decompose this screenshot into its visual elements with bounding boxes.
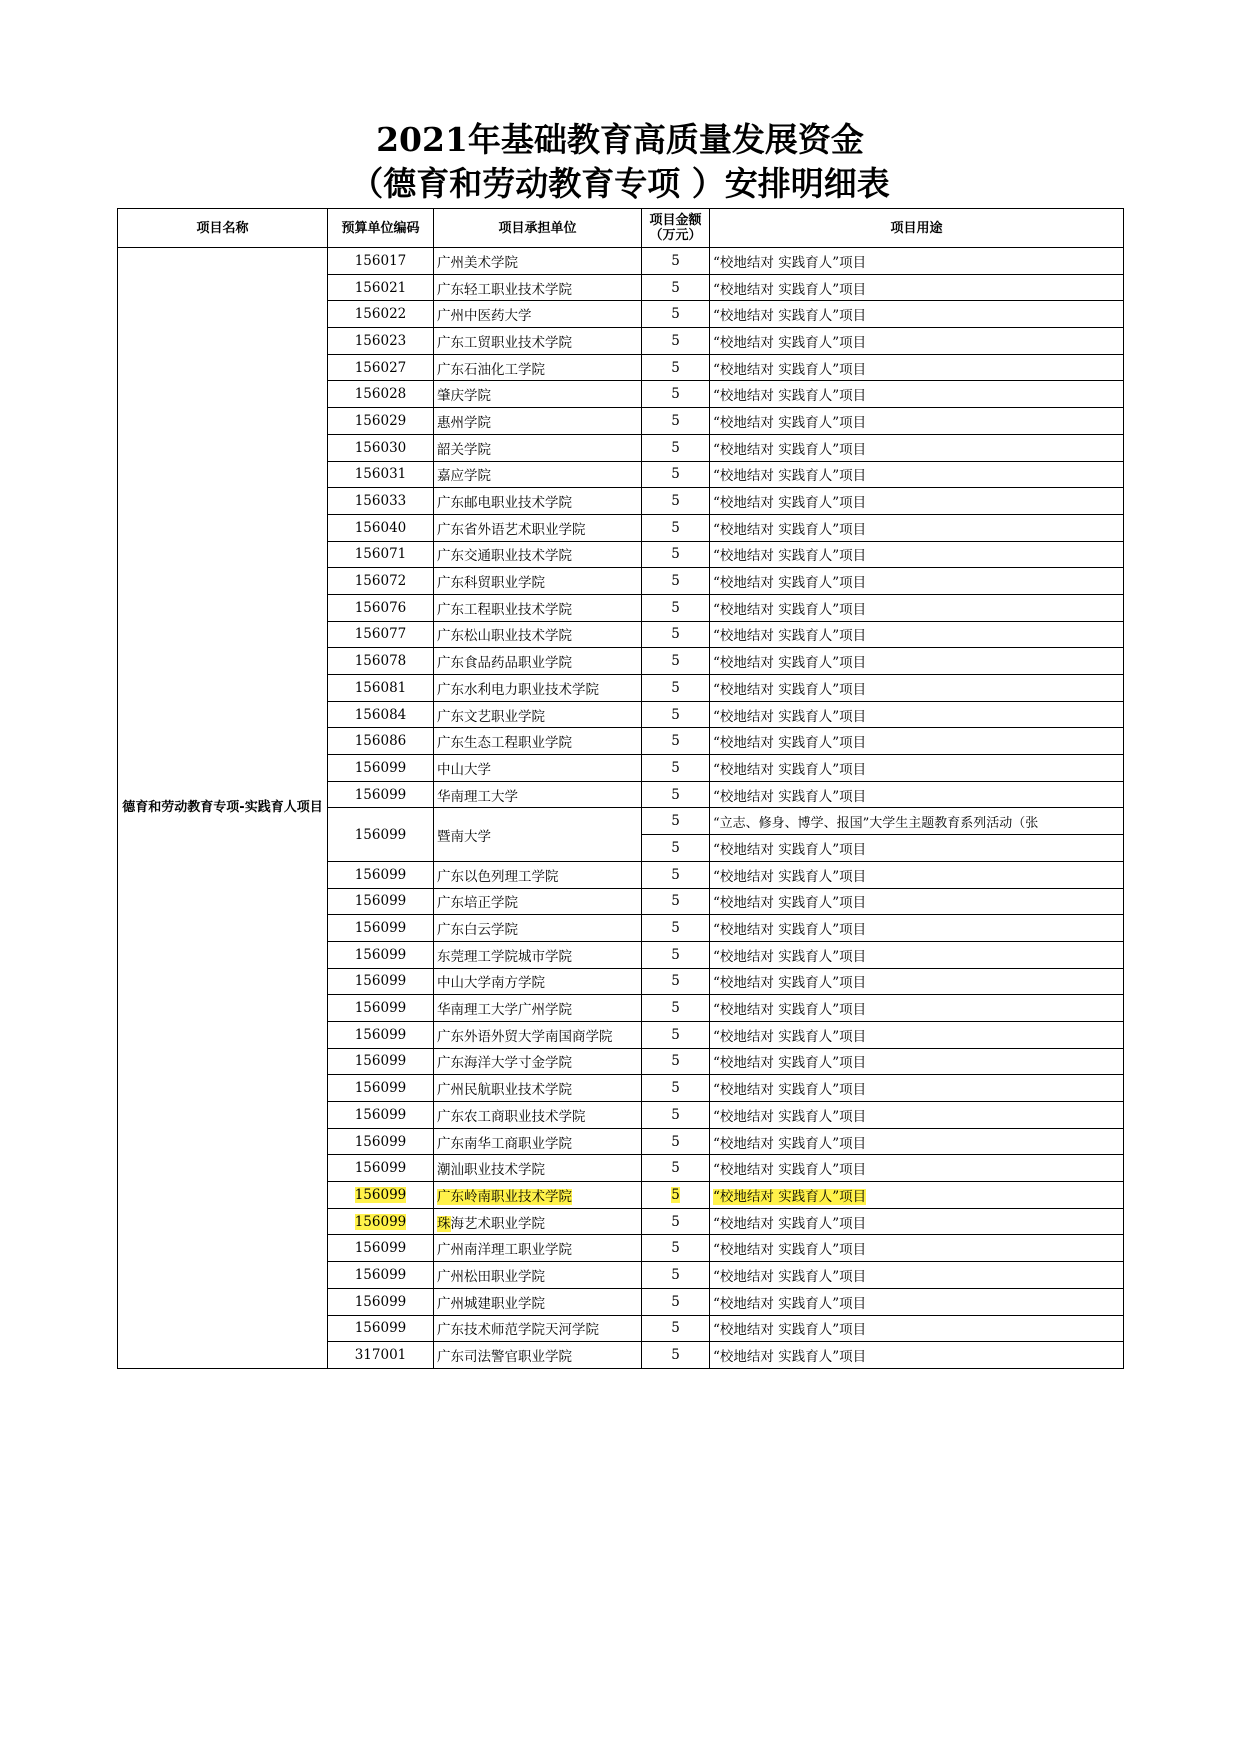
budget-code-cell: 156099 bbox=[328, 1102, 434, 1129]
budget-code-cell: 317001 bbox=[328, 1342, 434, 1369]
usage-cell: “校地结对 实践育人”项目 bbox=[710, 1288, 1124, 1315]
header-project-name: 项目名称 bbox=[118, 209, 328, 248]
amount-cell: 5 bbox=[642, 1075, 710, 1102]
unit-cell: 暨南大学 bbox=[434, 808, 642, 861]
amount-cell: 5 bbox=[642, 1048, 710, 1075]
usage-cell: “校地结对 实践育人”项目 bbox=[710, 488, 1124, 515]
amount-cell: 5 bbox=[642, 274, 710, 301]
usage-cell: “校地结对 实践育人”项目 bbox=[710, 328, 1124, 355]
amount-cell: 5 bbox=[642, 541, 710, 568]
allocation-table bbox=[117, 208, 1124, 1369]
usage-cell: “校地结对 实践育人”项目 bbox=[710, 915, 1124, 942]
header-unit: 项目承担单位 bbox=[434, 209, 642, 248]
budget-code-cell: 156072 bbox=[328, 568, 434, 595]
header-usage: 项目用途 bbox=[710, 209, 1124, 248]
usage-cell: “校地结对 实践育人”项目 bbox=[710, 995, 1124, 1022]
usage-cell: “校地结对 实践育人”项目 bbox=[710, 274, 1124, 301]
unit-cell: 潮汕职业技术学院 bbox=[434, 1155, 642, 1182]
unit-cell: 广东水利电力职业技术学院 bbox=[434, 675, 642, 702]
usage-cell: “立志、修身、博学、报国”大学生主题教育系列活动（张 bbox=[710, 808, 1124, 835]
amount-cell: 5 bbox=[642, 728, 710, 755]
usage-cell: “校地结对 实践育人”项目 bbox=[710, 1342, 1124, 1369]
usage-cell: “校地结对 实践育人”项目 bbox=[710, 861, 1124, 888]
document-title-line1: 2021年基础教育高质量发展资金 bbox=[376, 120, 864, 159]
usage-cell: “校地结对 实践育人”项目 bbox=[710, 1021, 1124, 1048]
amount-cell: 5 bbox=[642, 888, 710, 915]
amount-cell: 5 bbox=[642, 1315, 710, 1342]
unit-cell: 惠州学院 bbox=[434, 408, 642, 435]
unit-cell: 华南理工大学 bbox=[434, 781, 642, 808]
usage-cell: “校地结对 实践育人”项目 bbox=[710, 301, 1124, 328]
usage-cell: “校地结对 实践育人”项目 bbox=[710, 1048, 1124, 1075]
budget-code-cell: 156076 bbox=[328, 594, 434, 621]
unit-cell: 珠海艺术职业学院 bbox=[434, 1208, 642, 1235]
budget-code-cell bbox=[328, 1182, 434, 1209]
usage-cell: “校地结对 实践育人”项目 bbox=[710, 514, 1124, 541]
amount-cell: 5 bbox=[642, 941, 710, 968]
usage-cell: “校地结对 实践育人”项目 bbox=[710, 541, 1124, 568]
budget-code-cell: 156031 bbox=[328, 461, 434, 488]
amount-cell-highlight: 5 bbox=[671, 1186, 680, 1203]
usage-cell: “校地结对 实践育人”项目 bbox=[710, 941, 1124, 968]
unit-cell: 肇庆学院 bbox=[434, 381, 642, 408]
header-amount bbox=[642, 209, 710, 248]
unit-cell: 广东工贸职业技术学院 bbox=[434, 328, 642, 355]
unit-cell: 广东南华工商职业学院 bbox=[434, 1128, 642, 1155]
unit-cell: 广州民航职业技术学院 bbox=[434, 1075, 642, 1102]
unit-cell: 韶关学院 bbox=[434, 434, 642, 461]
unit-cell: 广东外语外贸大学南国商学院 bbox=[434, 1021, 642, 1048]
budget-code-cell: 156078 bbox=[328, 648, 434, 675]
budget-code-cell: 156033 bbox=[328, 488, 434, 515]
amount-cell: 5 bbox=[642, 675, 710, 702]
unit-cell: 广州城建职业学院 bbox=[434, 1288, 642, 1315]
usage-cell: “校地结对 实践育人”项目 bbox=[710, 381, 1124, 408]
amount-cell: 5 bbox=[642, 968, 710, 995]
unit-cell: 广州南洋理工职业学院 bbox=[434, 1235, 642, 1262]
budget-code-cell: 156099 bbox=[328, 1075, 434, 1102]
unit-cell: 华南理工大学广州学院 bbox=[434, 995, 642, 1022]
unit-cell: 广州松田职业学院 bbox=[434, 1262, 642, 1289]
budget-code-cell: 156099 bbox=[328, 995, 434, 1022]
amount-cell: 5 bbox=[642, 248, 710, 275]
amount-cell: 5 bbox=[642, 328, 710, 355]
usage-cell bbox=[710, 1182, 1124, 1209]
unit-cell: 广东食品药品职业学院 bbox=[434, 648, 642, 675]
amount-cell: 5 bbox=[642, 1235, 710, 1262]
usage-cell-highlight: “校地结对 实践育人”项目 bbox=[713, 1188, 867, 1205]
header-budget-code: 预算单位编码 bbox=[328, 209, 434, 248]
usage-cell: “校地结对 实践育人”项目 bbox=[710, 728, 1124, 755]
unit-cell: 广东科贸职业学院 bbox=[434, 568, 642, 595]
budget-code-cell: 156099 bbox=[328, 915, 434, 942]
usage-cell: “校地结对 实践育人”项目 bbox=[710, 755, 1124, 782]
budget-code-cell: 156027 bbox=[328, 354, 434, 381]
amount-cell: 5 bbox=[642, 594, 710, 621]
unit-cell: 嘉应学院 bbox=[434, 461, 642, 488]
amount-cell: 5 bbox=[642, 381, 710, 408]
table-header-row bbox=[118, 209, 1124, 248]
budget-code-cell: 156099 bbox=[328, 1262, 434, 1289]
unit-cell: 广东白云学院 bbox=[434, 915, 642, 942]
unit-cell: 中山大学 bbox=[434, 755, 642, 782]
budget-code-cell: 156028 bbox=[328, 381, 434, 408]
budget-code-cell: 156086 bbox=[328, 728, 434, 755]
budget-code-cell: 156030 bbox=[328, 434, 434, 461]
unit-cell: 广东农工商职业技术学院 bbox=[434, 1102, 642, 1129]
usage-cell: “校地结对 实践育人”项目 bbox=[710, 461, 1124, 488]
unit-cell: 广东司法警官职业学院 bbox=[434, 1342, 642, 1369]
usage-cell: “校地结对 实践育人”项目 bbox=[710, 701, 1124, 728]
budget-code-cell: 156099 bbox=[328, 1021, 434, 1048]
usage-cell: “校地结对 实践育人”项目 bbox=[710, 1102, 1124, 1129]
amount-cell: 5 bbox=[642, 755, 710, 782]
amount-cell: 5 bbox=[642, 1208, 710, 1235]
budget-code-cell: 156099 bbox=[328, 1155, 434, 1182]
amount-cell: 5 bbox=[642, 434, 710, 461]
budget-code-cell: 156099 bbox=[328, 968, 434, 995]
usage-cell: “校地结对 实践育人”项目 bbox=[710, 648, 1124, 675]
budget-code-cell: 156099 bbox=[328, 941, 434, 968]
amount-cell: 5 bbox=[642, 408, 710, 435]
amount-cell: 5 bbox=[642, 461, 710, 488]
amount-cell: 5 bbox=[642, 781, 710, 808]
amount-cell: 5 bbox=[642, 488, 710, 515]
budget-code-cell: 156099 bbox=[328, 1128, 434, 1155]
amount-cell: 5 bbox=[642, 1342, 710, 1369]
budget-code-cell: 156084 bbox=[328, 701, 434, 728]
unit-cell: 广东交通职业技术学院 bbox=[434, 541, 642, 568]
usage-cell: “校地结对 实践育人”项目 bbox=[710, 594, 1124, 621]
amount-cell: 5 bbox=[642, 1128, 710, 1155]
unit-cell: 广东石油化工学院 bbox=[434, 354, 642, 381]
budget-code-cell-highlight: 156099 bbox=[354, 1186, 407, 1203]
budget-code-cell: 156099 bbox=[328, 1315, 434, 1342]
amount-cell: 5 bbox=[642, 915, 710, 942]
unit-cell bbox=[434, 1182, 642, 1209]
budget-code-cell: 156099 bbox=[328, 781, 434, 808]
unit-cell: 广东海洋大学寸金学院 bbox=[434, 1048, 642, 1075]
amount-cell: 5 bbox=[642, 621, 710, 648]
amount-cell: 5 bbox=[642, 1262, 710, 1289]
budget-code-cell: 156071 bbox=[328, 541, 434, 568]
usage-cell: “校地结对 实践育人”项目 bbox=[710, 354, 1124, 381]
usage-cell: “校地结对 实践育人”项目 bbox=[710, 621, 1124, 648]
unit-cell: 广东生态工程职业学院 bbox=[434, 728, 642, 755]
unit-cell-highlight: 珠 bbox=[437, 1215, 451, 1232]
project-name-cell: 德育和劳动教育专项-实践育人项目 bbox=[118, 248, 328, 1369]
unit-cell: 广东文艺职业学院 bbox=[434, 701, 642, 728]
unit-cell: 广东轻工职业技术学院 bbox=[434, 274, 642, 301]
usage-cell: “校地结对 实践育人”项目 bbox=[710, 568, 1124, 595]
usage-cell: “校地结对 实践育人”项目 bbox=[710, 781, 1124, 808]
unit-cell: 广东省外语艺术职业学院 bbox=[434, 514, 642, 541]
unit-cell: 东莞理工学院城市学院 bbox=[434, 941, 642, 968]
amount-cell: 5 bbox=[642, 861, 710, 888]
amount-cell bbox=[642, 1182, 710, 1209]
usage-cell: “校地结对 实践育人”项目 bbox=[710, 1262, 1124, 1289]
budget-code-cell: 156081 bbox=[328, 675, 434, 702]
table-row bbox=[118, 248, 1124, 275]
amount-cell: 5 bbox=[642, 301, 710, 328]
unit-cell: 广州美术学院 bbox=[434, 248, 642, 275]
budget-code-cell: 156099 bbox=[328, 1048, 434, 1075]
document-title-line2: （德育和劳动教育专项 ）安排明细表 bbox=[350, 164, 890, 203]
usage-cell: “校地结对 实践育人”项目 bbox=[710, 835, 1124, 862]
budget-code-cell: 156023 bbox=[328, 328, 434, 355]
amount-cell: 5 bbox=[642, 1021, 710, 1048]
unit-cell: 广东培正学院 bbox=[434, 888, 642, 915]
usage-cell: “校地结对 实践育人”项目 bbox=[710, 968, 1124, 995]
usage-cell: “校地结对 实践育人”项目 bbox=[710, 1155, 1124, 1182]
amount-cell: 5 bbox=[642, 354, 710, 381]
amount-cell: 5 bbox=[642, 1102, 710, 1129]
usage-cell: “校地结对 实践育人”项目 bbox=[710, 1208, 1124, 1235]
unit-cell: 广东以色列理工学院 bbox=[434, 861, 642, 888]
budget-code-cell: 156017 bbox=[328, 248, 434, 275]
budget-code-cell: 156021 bbox=[328, 274, 434, 301]
usage-cell: “校地结对 实践育人”项目 bbox=[710, 434, 1124, 461]
amount-cell: 5 bbox=[642, 514, 710, 541]
budget-code-cell: 156099 bbox=[328, 1235, 434, 1262]
usage-cell: “校地结对 实践育人”项目 bbox=[710, 1235, 1124, 1262]
unit-cell: 广东工程职业技术学院 bbox=[434, 594, 642, 621]
amount-cell: 5 bbox=[642, 568, 710, 595]
usage-cell: “校地结对 实践育人”项目 bbox=[710, 675, 1124, 702]
budget-code-cell: 156099 bbox=[328, 755, 434, 782]
amount-cell: 5 bbox=[642, 1288, 710, 1315]
usage-cell: “校地结对 实践育人”项目 bbox=[710, 1128, 1124, 1155]
budget-code-cell: 156022 bbox=[328, 301, 434, 328]
usage-cell: “校地结对 实践育人”项目 bbox=[710, 1075, 1124, 1102]
unit-cell: 广东邮电职业技术学院 bbox=[434, 488, 642, 515]
unit-cell-highlight: 广东岭南职业技术学院 bbox=[437, 1188, 572, 1205]
amount-cell: 5 bbox=[642, 808, 710, 835]
budget-code-cell: 156099 bbox=[328, 808, 434, 861]
unit-cell: 广东技术师范学院天河学院 bbox=[434, 1315, 642, 1342]
usage-cell: “校地结对 实践育人”项目 bbox=[710, 408, 1124, 435]
unit-cell: 广州中医药大学 bbox=[434, 301, 642, 328]
unit-cell: 广东松山职业技术学院 bbox=[434, 621, 642, 648]
budget-code-cell: 156029 bbox=[328, 408, 434, 435]
amount-cell: 5 bbox=[642, 701, 710, 728]
usage-cell: “校地结对 实践育人”项目 bbox=[710, 888, 1124, 915]
amount-cell: 5 bbox=[642, 995, 710, 1022]
amount-cell: 5 bbox=[642, 648, 710, 675]
amount-cell: 5 bbox=[642, 835, 710, 862]
budget-code-cell-highlight: 156099 bbox=[354, 1213, 407, 1230]
budget-code-cell bbox=[328, 1208, 434, 1235]
budget-code-cell: 156099 bbox=[328, 1288, 434, 1315]
unit-cell: 中山大学南方学院 bbox=[434, 968, 642, 995]
header-amount-text: 项目金额（万元） bbox=[649, 213, 702, 243]
budget-code-cell: 156040 bbox=[328, 514, 434, 541]
budget-code-cell: 156099 bbox=[328, 861, 434, 888]
budget-code-cell: 156077 bbox=[328, 621, 434, 648]
budget-code-cell: 156099 bbox=[328, 888, 434, 915]
amount-cell: 5 bbox=[642, 1155, 710, 1182]
usage-cell: “校地结对 实践育人”项目 bbox=[710, 248, 1124, 275]
usage-cell: “校地结对 实践育人”项目 bbox=[710, 1315, 1124, 1342]
